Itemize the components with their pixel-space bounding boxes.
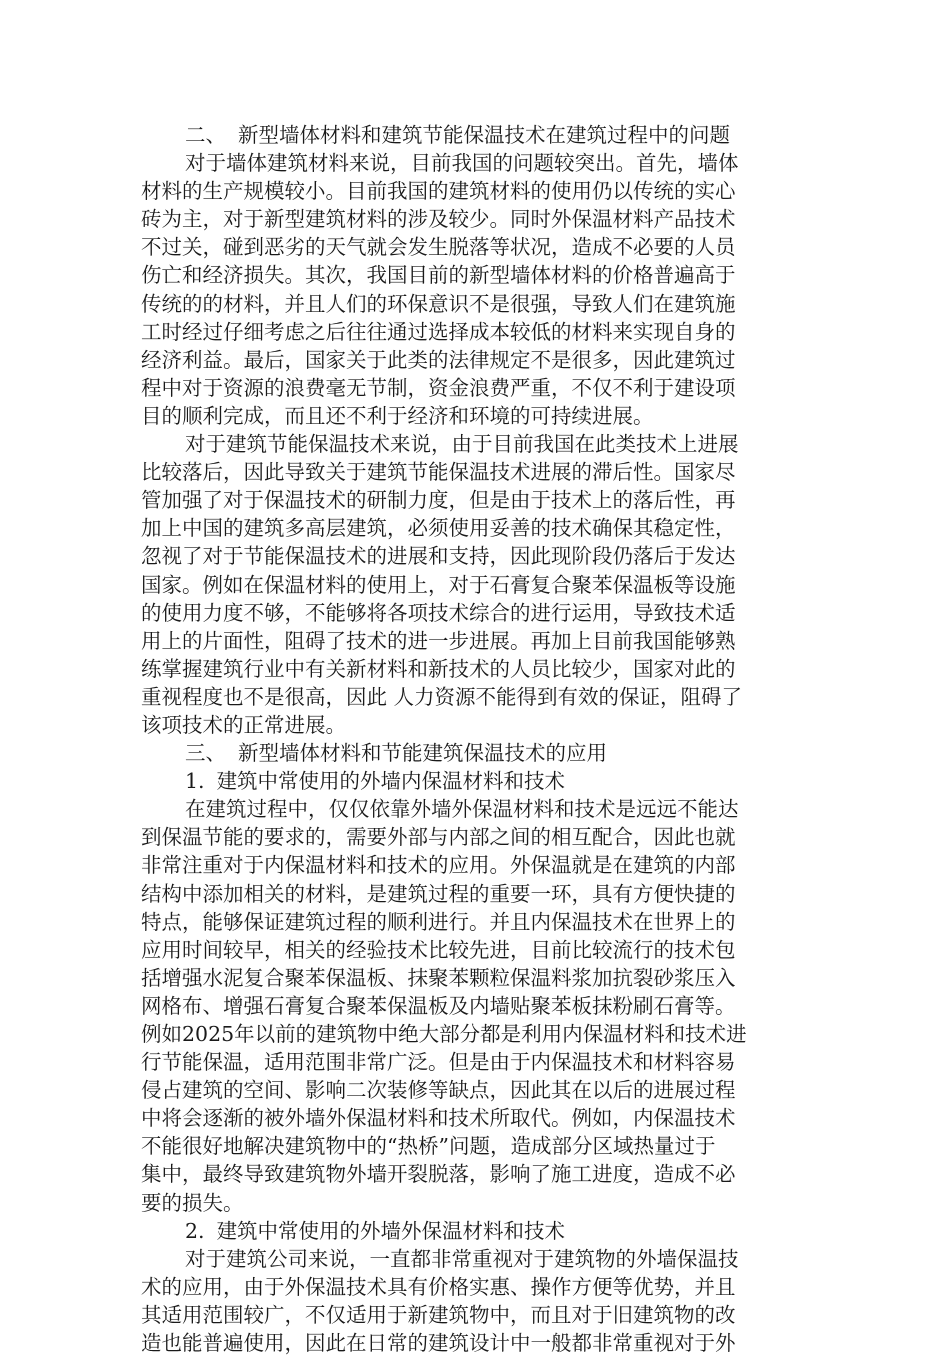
paragraph-line: 特点，能够保证建筑过程的顺利进行。并且内保温技术在世界上的: [141, 909, 736, 934]
section-heading: [141, 121, 805, 149]
paragraph-line: 的使用力度不够，不能够将各项技术综合的进行运用，导致技术适: [141, 600, 736, 625]
paragraph-line: 不过关，碰到恶劣的天气就会发生脱落等状况，造成不必要的人员: [141, 235, 736, 260]
paragraph-line: 对于建筑公司来说，一直都非常重视对于建筑物的外墙保温技: [185, 1246, 739, 1271]
paragraph-line: 伤亡和经济损失。其次，我国目前的新型墙体材料的价格普遍高于: [141, 263, 736, 288]
section-heading-number: 二、: [185, 123, 226, 147]
paragraph-line: 造也能普遍使用，因此在日常的建筑设计中一般都非常重视对于外: [141, 1331, 736, 1356]
paragraph-line: 目的顺利完成，而且还不利于经济和环境的可持续进展。: [141, 403, 654, 428]
paragraph-line: 传统的的材料，并且人们的环保意识不是很强，导致人们在建筑施: [141, 291, 736, 316]
paragraph-line: 该项技术的正常进展。: [141, 712, 346, 737]
subsection-heading: [141, 1217, 805, 1245]
paragraph-line: 结构中添加相关的材料，是建筑过程的重要一环，具有方便快捷的: [141, 881, 736, 906]
paragraph-line: 括增强水泥复合聚苯保温板、抹聚苯颗粒保温料浆加抗裂砂浆压入: [141, 965, 736, 990]
paragraph-line: 非常注重对于内保温材料和技术的应用。外保温就是在建筑的内部: [141, 853, 736, 878]
paragraph-line: 应用时间较早，相关的经验技术比较先进，目前比较流行的技术包: [141, 937, 736, 962]
paragraph-line: 到保温节能的要求的，需要外部与内部之间的相互配合，因此也就: [141, 825, 736, 850]
paragraph-line: 经济利益。最后，国家关于此类的法律规定不是很多，因此建筑过: [141, 347, 736, 372]
document-page: [141, 121, 805, 1357]
subsection-heading-title: 建筑中常使用的外墙外保温材料和技术: [216, 1218, 566, 1243]
subsection-heading-title: 建筑中常使用的外墙内保温材料和技术: [216, 769, 566, 794]
paragraph-line: 重视程度也不是很高，因此 人力资源不能得到有效的保证，阻碍了: [141, 684, 743, 709]
paragraph-line: 对于墙体建筑材料来说，目前我国的问题较突出。首先，墙体: [185, 151, 739, 176]
paragraph-line: 其适用范围较广，不仅适用于新建筑物中，而且对于旧建筑物的改: [141, 1302, 736, 1327]
section-heading: [141, 739, 805, 767]
subsection-heading-number: 2.: [185, 1218, 205, 1243]
paragraph-line: 管加强了对于保温技术的研制力度，但是由于技术上的落后性，再: [141, 488, 736, 513]
paragraph-line: 集中，最终导致建筑物外墙开裂脱落，影响了施工进度，造成不必: [141, 1162, 736, 1187]
subsection-heading: [141, 767, 805, 795]
paragraph-line: 工时经过仔细考虑之后往往通过选择成本较低的材料来实现自身的: [141, 319, 736, 344]
section-heading-title: 新型墙体材料和建筑节能保温技术在建筑过程中的问题: [238, 123, 730, 147]
paragraph-line: 比较落后，因此导致关于建筑节能保温技术进展的滞后性。国家尽: [141, 460, 736, 485]
paragraph-line: 要的损失。: [141, 1190, 244, 1215]
paragraph-line: 在建筑过程中，仅仅依靠外墙外保温材料和技术是远远不能达: [185, 797, 739, 822]
section-heading-number: 三、: [185, 741, 226, 766]
paragraph-line: 行节能保温，适用范围非常广泛。但是由于内保温技术和材料容易: [141, 1050, 736, 1075]
paragraph-line: 不能很好地解决建筑物中的“热桥”问题，造成部分区域热量过于: [141, 1134, 716, 1159]
paragraph-line: 国家。例如在保温材料的使用上，对于石膏复合聚苯保温板等设施: [141, 572, 736, 597]
paragraph-line: 例如2025年以前的建筑物中绝大部分都是利用内保温材料和技术进: [141, 1022, 747, 1046]
paragraph-line: 练掌握建筑行业中有关新材料和新技术的人员比较少，国家对此的: [141, 656, 736, 681]
paragraph-line: 程中对于资源的浪费毫无节制，资金浪费严重，不仅不利于建设项: [141, 375, 736, 400]
paragraph-line: 网格布、增强石膏复合聚苯保温板及内墙贴聚苯板抹粉刷石膏等。: [141, 993, 736, 1018]
paragraph-line: 加上中国的建筑多高层建筑，必须使用妥善的技术确保其稳定性，: [141, 516, 736, 541]
paragraph-line: 术的应用，由于外保温技术具有价格实惠、操作方便等优势，并且: [141, 1274, 736, 1299]
section-heading-title: 新型墙体材料和节能建筑保温技术的应用: [238, 741, 607, 766]
paragraph-line: 忽视了对于节能保温技术的进展和支持，因此现阶段仍落后于发达: [141, 544, 736, 569]
subsection-heading-number: 1.: [185, 769, 205, 794]
paragraph-line: 侵占建筑的空间、影响二次装修等缺点，因此其在以后的进展过程: [141, 1078, 736, 1103]
paragraph-line: 砖为主，对于新型建筑材料的涉及较少。同时外保温材料产品技术: [141, 207, 736, 232]
paragraph-line: 对于建筑节能保温技术来说，由于目前我国在此类技术上进展: [185, 432, 739, 457]
paragraph-line: 中将会逐渐的被外墙外保温材料和技术所取代。例如，内保温技术: [141, 1106, 736, 1131]
paragraph-line: 用上的片面性，阻碍了技术的进一步进展。再加上目前我国能够熟: [141, 628, 736, 653]
paragraph-line: 材料的生产规模较小。目前我国的建筑材料的使用仍以传统的实心: [141, 179, 736, 204]
